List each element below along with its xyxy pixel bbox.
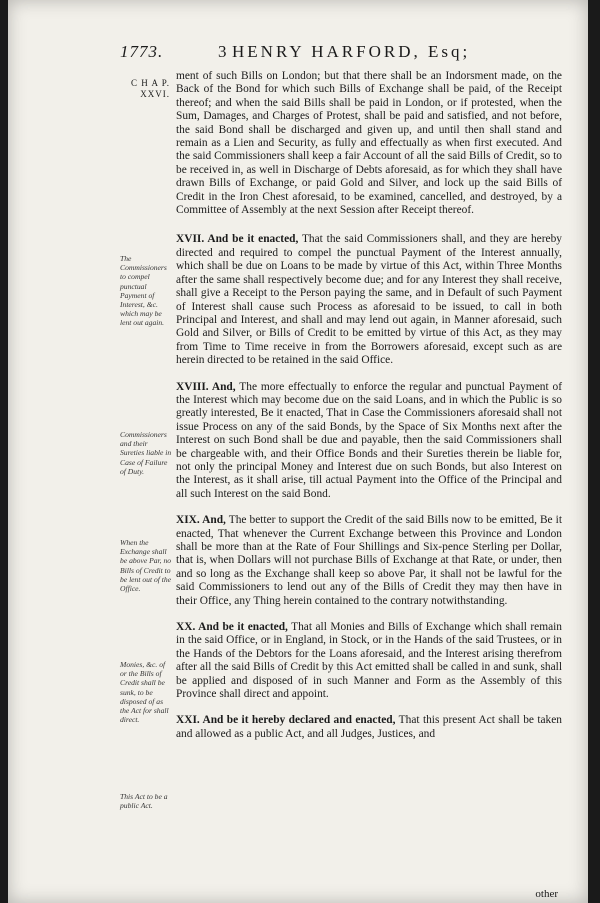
catchword: other [535, 888, 558, 900]
margin-note: Commissioners and their Sureties liable in Case of Failure of Duty. [120, 430, 172, 476]
document-page [8, 0, 588, 903]
page-number: 3 [218, 42, 228, 61]
section-lead: XIX. And, [176, 514, 226, 527]
section-lead: XX. And be it enacted, [176, 621, 288, 634]
paragraph: XVIII. And, The more effectually to enforce the regular and punctual Payment of the Interest which may become due on the said Loans, and in which the Public is so greatly interested, Be it enacted, That in Case the Commissioners aforesaid shall not issue Process on any of the said Bonds, by the Space of Six Months next after the Interest on such Bond shall be due and payable, then the said Commissioners shall be chargeable with, and their Office Bonds and their Sureties therein be liable for, not only the principal Money and Interest due on such Bonds, but also Interest on the Interest, as it shall arise, till actual Payment into the Office of the Principal and all such Interest on the said Bond. [176, 380, 562, 500]
section-lead: XVIII. And, [176, 380, 236, 393]
paragraph: XXI. And be it hereby declared and enacted, That this present Act shall be taken and allowed as a public Act, and all Judges, Justices, and [176, 714, 562, 740]
page-header [120, 42, 558, 72]
section-lead: XXI. And be it hereby declared and enacted, [176, 714, 396, 727]
margin-note: When the Exchange shall be above Par, no Bills of Credit to be lent out of the Office. [120, 538, 172, 594]
paragraph: XIX. And, The better to support the Credit of the said Bills now to be emitted, Be it enacted, That whenever the Current Exchange between this Province and London shall be more than at the Rate of Four Shillings and Six-pence Sterling per Dollar, that is, when Dollars will not purchase Bills of Exchange at that Rate, or under, then and so long as the Exchange shall keep so above Par, it shall not be lawful for the said Commissioners to lend out any of the Bills of Credit they may then have in their Office, any Thing herein contained to the contrary notwithstanding. [176, 514, 562, 607]
body-text [176, 70, 562, 754]
margin-note: This Act to be a public Act. [120, 792, 168, 811]
chapter-mark: C H A P. XXVI. [130, 78, 170, 99]
running-title: HENRY HARFORD, Esq; [232, 42, 471, 61]
paragraph: XVII. And be it enacted, That the said Commissioners shall, and they are hereby directed and required to compel the punctual Payment of the Interest annually, which shall be due on Loans to be made by virtue of this Act, within Three Months after the same shall respectively become due; and for any Interest they shall receive, shall give a Receipt to the Person paying the same, and in Default of such Payment of Interest shall cause such Process as aforesaid to be issued, to call in both Principal and Interest, and shall and may lend out again, in Manner aforesaid, such Gold and Silver, or Bills of Credit to be emitted by virtue of this Act, as they may from Time to Time receive in from the Borrowers aforesaid, except such as are herein directed to be retained in the said Office. [176, 233, 562, 367]
margin-note: Monies, &c. of or the Bills of Credit shall be sunk, to be disposed of as the Act for shall direct. [120, 660, 169, 725]
paragraph: ment of such Bills on London; but that there shall be an Indorsment made, on the Back of the Bond for which such Bills of Exchange shall be paid, of the Receipt thereof; and when the said Bills shall be paid in London, or if protested, when the Sum, Damages, and Charges of Protest, shall be paid and satisfied, and not before, the said Bond shall be discharged and given up, and until then shall stand and remain as a Lien and Security, as fully and effectually as when first executed. And the said Commissioners shall keep a fair Account of all the said Bills of Credit, so to be received in, as well in Discharge of Debts aforesaid, as for which they shall have drawn Bills of Exchange, or paid Gold and Silver, and lock up the said Bills of Credit in the Iron Chest aforesaid, to be examined, cancelled, and destroyed, by a Committee of Assembly at the next Session after Receipt thereof. [176, 70, 562, 217]
margin-note: The Commissioners to compel punctual Payment of Interest, &c. which may be lent out again. [120, 254, 167, 328]
section-lead: XVII. And be it enacted, [176, 233, 299, 246]
header-year: 1773. [120, 42, 164, 61]
paragraph: XX. And be it enacted, That all Monies and Bills of Exchange which shall remain in the said Office, or in England, in Stock, or in the Hands of the said Trustees, or in the Hands of the Debtors for the Loans aforesaid, and the Interest arising therefrom after all the said Bills of Credit by this Act emitted shall be called in and sunk, shall be applied and disposed of in such Manner and Form as the Assembly of this Province shall direct and appoint. [176, 621, 562, 701]
